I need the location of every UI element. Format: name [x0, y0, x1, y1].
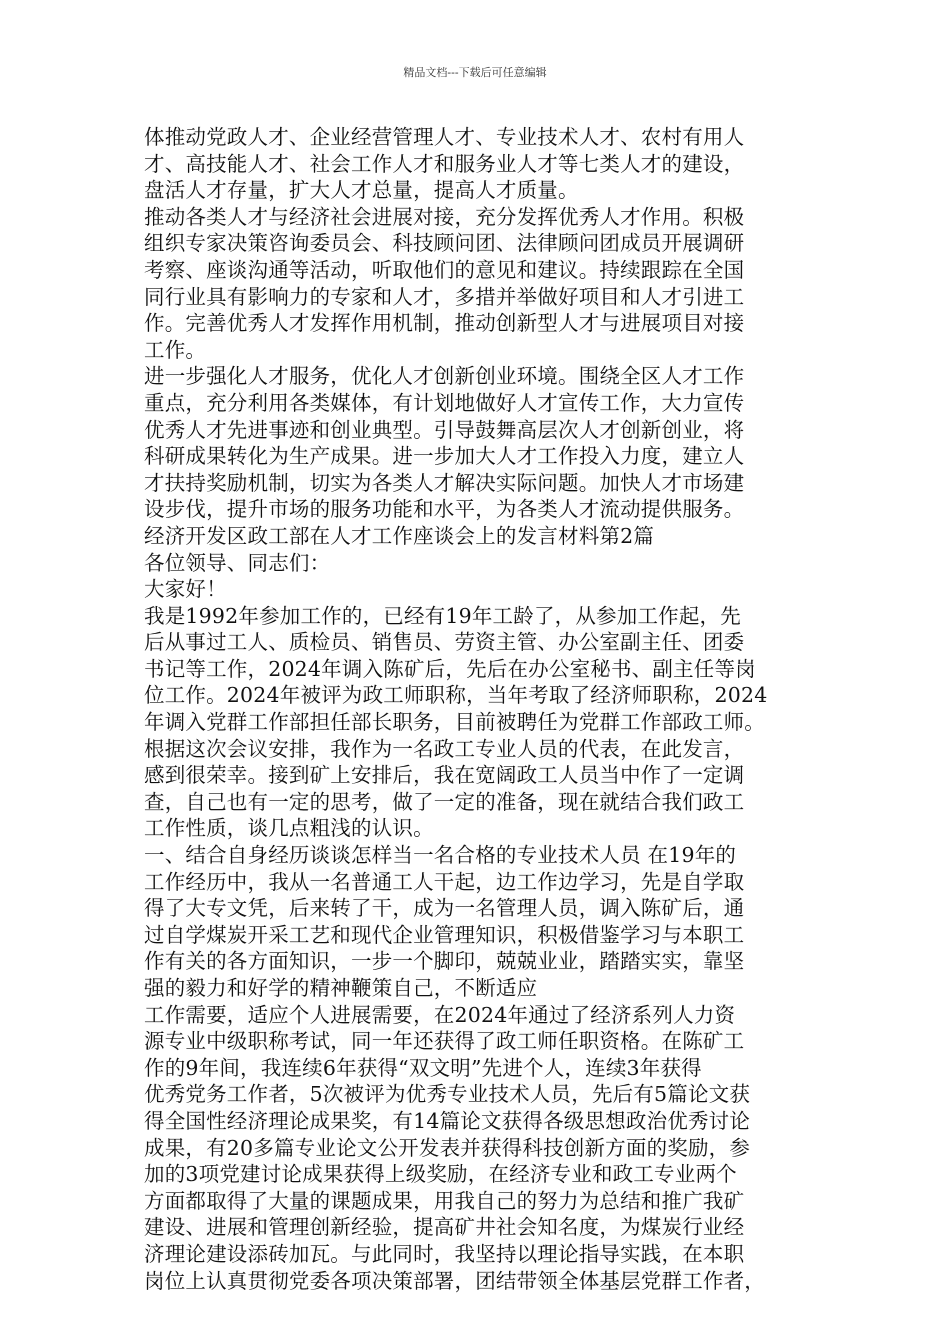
text-line: 推动各类人才与经济社会进展对接，充分发挥优秀人才作用。积极 — [144, 204, 745, 229]
text-line: 强的毅力和好学的精神鞭策自己，不断适应 — [144, 976, 538, 1000]
page-header: 精品文档---下载后可任意编辑 — [403, 66, 547, 79]
text-line: 组织专家决策咨询委员会、科技顾问团、法律顾问团成员开展调研 — [144, 231, 745, 256]
text-line: 查，自己也有一定的思考，做了一定的准备，现在就结合我们政工 — [144, 789, 745, 814]
text-line: 作的9年间，我连续6年获得“双文明”先进个人，连续3年获得 — [144, 1055, 702, 1080]
text-line: 书记等工作，2024年调入陈矿后，先后在办公室秘书、副主任等岗 — [144, 656, 756, 681]
text-line: 后从事过工人、质检员、销售员、劳资主管、办公室副主任、团委 — [144, 630, 745, 655]
text-line: 工作经历中，我从一名普通工人干起，边工作边学习，先是自学取 — [144, 869, 745, 894]
section-title: 经济开发区政工部在人才工作座谈会上的发言材料第2篇 — [144, 523, 655, 548]
text-line: 年调入党群工作部担任部长职务，目前被聘任为党群工作部政工师。 — [144, 710, 765, 735]
text-line: 岗位上认真贯彻党委各项决策部署，团结带领全体基层党群工作者， — [144, 1268, 765, 1293]
text-line: 作。完善优秀人才发挥作用机制，推动创新型人才与进展项目对接 — [144, 311, 745, 336]
salutation: 各位领导、同志们： — [144, 550, 331, 575]
text-line: 方面都取得了大量的课题成果，用我自己的努力为总结和推广我矿 — [144, 1188, 745, 1213]
text-line: 根据这次会议安排，我作为一名政工专业人员的代表，在此发言， — [144, 736, 745, 761]
text-line: 位工作。2024年被评为政工师职称，当年考取了经济师职称，2024 — [144, 683, 768, 708]
text-line: 得全国性经济理论成果奖，有14篇论文获得各级思想政治优秀讨论 — [144, 1108, 751, 1133]
text-line: 优秀党务工作者，5次被评为优秀专业技术人员，先后有5篇论文获 — [144, 1082, 751, 1107]
text-line: 过自学煤炭开采工艺和现代企业管理知识，积极借鉴学习与本职工 — [144, 922, 745, 947]
text-line: 优秀人才先进事迹和创业典型。引导鼓舞高层次人才创新创业，将 — [144, 417, 745, 442]
document-body — [144, 124, 824, 1294]
text-line: 才、高技能人才、社会工作人才和服务业人才等七类人才的建设， — [144, 151, 745, 176]
text-line: 源专业中级职称考试，同一年还获得了政工师任职资格。在陈矿工 — [144, 1029, 745, 1054]
text-line: 工作性质，谈几点粗浅的认识。 — [144, 816, 434, 841]
text-line: 科研成果转化为生产成果。进一步加大人才工作投入力度，建立人 — [144, 444, 745, 469]
greeting: 大家好！ — [144, 577, 227, 602]
text-line: 作有关的各方面知识，一步一个脚印，兢兢业业，踏踏实实，靠坚 — [144, 949, 745, 974]
text-line: 工作需要，适应个人进展需要，在2024年通过了经济系列人力资 — [144, 1002, 736, 1027]
text-line: 成果，有20多篇专业论文公开发表并获得科技创新方面的奖励，参 — [144, 1135, 751, 1160]
text-line: 工作。 — [144, 337, 207, 362]
text-line: 一、结合自身经历谈谈怎样当一名合格的专业技术人员 在19年的 — [144, 843, 737, 868]
text-line: 济理论建设添砖加瓦。与此同时，我坚持以理论指导实践，在本职 — [144, 1241, 745, 1266]
text-line: 我是1992年参加工作的，已经有19年工龄了，从参加工作起，先 — [144, 603, 741, 628]
text-line: 才扶持奖励机制，切实为各类人才解决实际问题。加快人才市场建 — [144, 470, 745, 495]
text-line: 盘活人才存量，扩大人才总量，提高人才质量。 — [144, 178, 579, 203]
text-line: 感到很荣幸。接到矿上安排后，我在宽阔政工人员当中作了一定调 — [144, 763, 745, 788]
text-line: 同行业具有影响力的专家和人才，多措并举做好项目和人才引进工 — [144, 284, 745, 309]
text-line: 体推动党政人才、企业经营管理人才、专业技术人才、农村有用人 — [144, 125, 745, 149]
text-line: 考察、座谈沟通等活动，听取他们的意见和建议。持续跟踪在全国 — [144, 257, 745, 282]
text-line: 设步伐，提升市场的服务功能和水平，为各类人才流动提供服务。 — [144, 497, 745, 522]
text-line: 加的3项党建讨论成果获得上级奖励，在经济专业和政工专业两个 — [144, 1162, 737, 1187]
text-line: 进一步强化人才服务，优化人才创新创业环境。围绕全区人才工作 — [144, 364, 745, 389]
text-line: 重点，充分利用各类媒体，有计划地做好人才宣传工作，大力宣传 — [144, 390, 745, 415]
text-line: 建设、进展和管理创新经验，提高矿井社会知名度，为煤炭行业经 — [144, 1215, 745, 1240]
text-line: 得了大专文凭，后来转了干，成为一名管理人员，调入陈矿后，通 — [144, 896, 745, 921]
